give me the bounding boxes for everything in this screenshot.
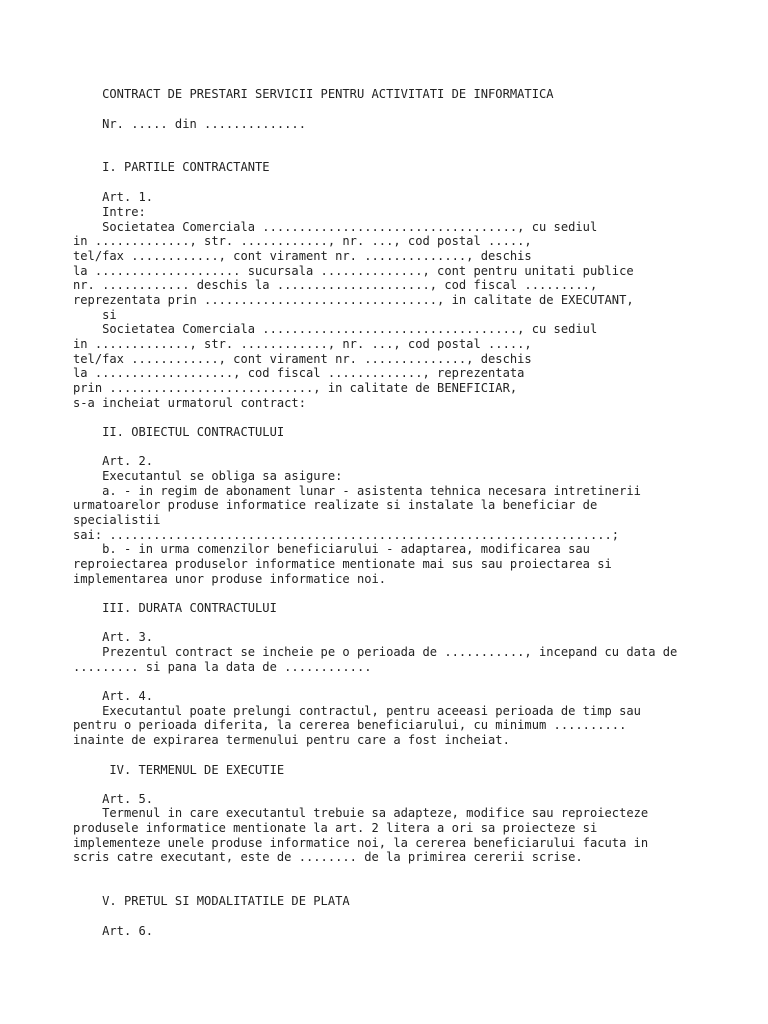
art3-line: ......... si pana la data de ............	[73, 660, 372, 674]
art2-line: sai: .....................................................................;	[73, 528, 620, 542]
art1-line: in ............., str. ............, nr. ..., cod postal .....,	[73, 234, 532, 248]
art1-line: si	[73, 308, 117, 322]
art1-line: Intre:	[73, 205, 146, 219]
section-heading-execution-term: IV. TERMENUL DE EXECUTIE	[73, 763, 285, 777]
art2-line: urmatoarelor produse informatice realizate si instalate la beneficiar de	[73, 498, 598, 512]
art1-line: in ............., str. ............, nr. ..., cod postal .....,	[73, 337, 532, 351]
contract-title: CONTRACT DE PRESTARI SERVICII PENTRU ACTIVITATI DE INFORMATICA	[73, 87, 554, 101]
article-3-heading: Art. 3.	[73, 630, 154, 644]
art1-line: tel/fax ............, cont virament nr. .............., deschis	[73, 352, 532, 366]
art5-line: implementeze unele produse informatice noi, la cererea beneficiarului facuta in	[73, 836, 649, 850]
article-6-heading: Art. 6.	[73, 924, 154, 938]
art1-line: reprezentata prin ................................, in calitate de EXECUTANT,	[73, 293, 634, 307]
art1-line: Societatea Comerciala ..................................., cu sediul	[73, 220, 598, 234]
art1-line: s-a incheiat urmatorul contract:	[73, 396, 306, 410]
art2-line: reproiectarea produselor informatice mentionate mai sus sau proiectarea si	[73, 557, 612, 571]
section-heading-price: V. PRETUL SI MODALITATILE DE PLATA	[73, 894, 350, 908]
art2-line: b. - in urma comenzilor beneficiarului - adaptarea, modificarea sau	[73, 542, 590, 556]
art2-line: specialistii	[73, 513, 161, 527]
art4-line: pentru o perioada diferita, la cererea beneficiarului, cu minimum ..........	[73, 718, 627, 732]
section-heading-object: II. OBIECTUL CONTRACTULUI	[73, 425, 285, 439]
article-2-heading: Art. 2.	[73, 454, 154, 468]
art1-line: la .................... sucursala .............., cont pentru unitati publice	[73, 264, 634, 278]
art1-line: tel/fax ............, cont virament nr. .............., deschis	[73, 249, 532, 263]
art5-line: produsele informatice mentionate la art. 2 litera a ori sa proiecteze si	[73, 821, 598, 835]
art1-line: prin ............................, in calitate de BENEFICIAR,	[73, 381, 518, 395]
art2-line: a. - in regim de abonament lunar - asistenta tehnica necesara intretinerii	[73, 484, 641, 498]
article-1-heading: Art. 1.	[73, 190, 154, 204]
art2-line: Executantul se obliga sa asigure:	[73, 469, 343, 483]
section-heading-parties: I. PARTILE CONTRACTANTE	[73, 160, 270, 174]
contract-number-line: Nr. ..... din ..............	[73, 117, 306, 131]
art1-line: Societatea Comerciala ..................................., cu sediul	[73, 322, 598, 336]
art1-line: nr. ............ deschis la ....................., cod fiscal .........,	[73, 278, 598, 292]
art2-line: implementarea unor produse informatice noi.	[73, 572, 387, 586]
article-5-heading: Art. 5.	[73, 792, 154, 806]
art1-line: la ..................., cod fiscal ............., reprezentata	[73, 366, 525, 380]
section-heading-duration: III. DURATA CONTRACTULUI	[73, 601, 277, 615]
article-4-heading: Art. 4.	[73, 689, 154, 703]
art4-line: inainte de expirarea termenului pentru care a fost incheiat.	[73, 733, 510, 747]
art4-line: Executantul poate prelungi contractul, pentru aceeasi perioada de timp sau	[73, 704, 641, 718]
art5-line: Termenul in care executantul trebuie sa adapteze, modifice sau reproiecteze	[73, 806, 649, 820]
art3-line: Prezentul contract se incheie pe o perioada de ..........., incepand cu data de	[73, 645, 678, 659]
art5-line: scris catre executant, este de ........ de la primirea cererii scrise.	[73, 850, 583, 864]
